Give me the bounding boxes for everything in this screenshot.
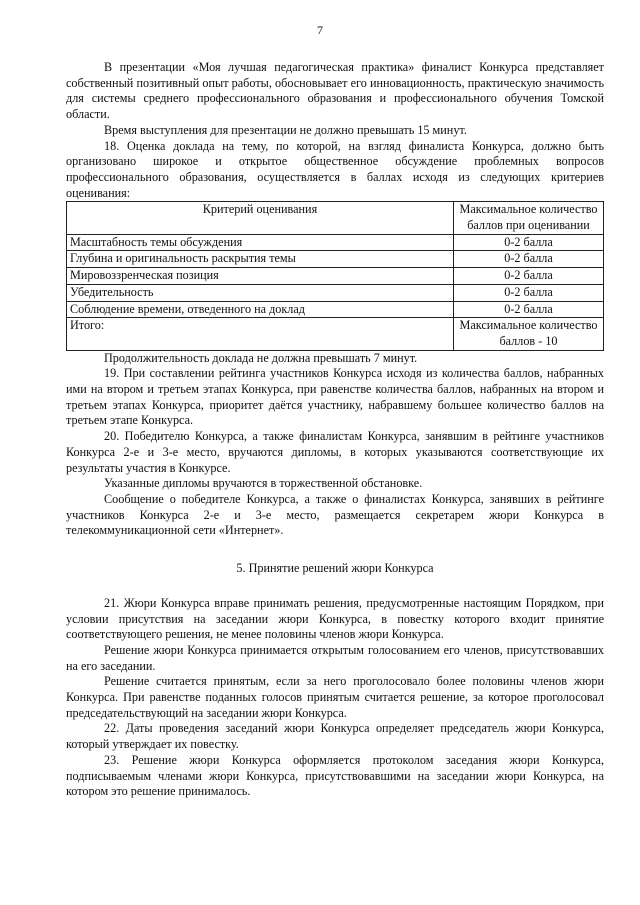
paragraph: Решение считается принятым, если за него проголосовало более половины членов жюри Конкурса. При равенстве поданных голосов принятым считается решение, за которое проголосовал председательствующий на заседании жюри Конкурса.: [66, 674, 604, 720]
criterion-cell: Убедительность: [67, 284, 454, 301]
score-cell: 0-2 балла: [454, 251, 604, 268]
paragraph: Сообщение о победителе Конкурса, а также о финалистах Конкурса, занявших в рейтинге участников Конкурса 2-е и 3-е место, размещается секретарем жюри Конкурса в телекоммуникационной сети «Интернет».: [66, 491, 604, 538]
table-row: [67, 284, 604, 301]
paragraph: Продолжительность доклада не должна превышать 7 минут.: [104, 350, 418, 365]
table-row: [67, 234, 604, 251]
paragraph: 19. При составлении рейтинга участников Конкурса исходя из количества баллов, набранных ими на втором и третьем этапах Конкурса, при равенстве количества баллов, набранных на втором и третьем этапах Конкурса, приоритет даётся участнику, набравшему большее количество баллов на третьем этапе Конкурса.: [66, 366, 604, 428]
table-total-row: [67, 318, 604, 350]
criteria-table: [66, 201, 604, 350]
paragraph: 21. Жюри Конкурса вправе принимать решения, предусмотренные настоящим Порядком, при условии присутствия на заседании жюри Конкурса, в повестку которого входит принятие соответствующего решения, не менее половины членов жюри Конкурса.: [66, 595, 604, 642]
paragraph: 22. Даты проведения заседаний жюри Конкурса определяет председатель жюри Конкурса, который утверждает их повестку.: [66, 721, 604, 752]
paragraph: Время выступления для презентации не должно превышать 15 минут.: [104, 122, 467, 137]
document-body: [66, 60, 604, 800]
header-score: Максимальное количество баллов при оценивании: [454, 202, 604, 234]
total-label: Итого:: [67, 318, 454, 350]
header-criterion: Критерий оценивания: [67, 202, 454, 234]
criterion-cell: Глубина и оригинальность раскрытия темы: [67, 251, 454, 268]
criterion-cell: Соблюдение времени, отведенного на доклад: [67, 301, 454, 318]
paragraph: 23. Решение жюри Конкурса оформляется протоколом заседания жюри Конкурса, подписываемым членами жюри Конкурса, присутствовавшими на заседании жюри Конкурса, на котором это решение принималось.: [66, 752, 604, 799]
score-cell: 0-2 балла: [454, 268, 604, 285]
paragraph: В презентации «Моя лучшая педагогическая практика» финалист Конкурса представляет собственный позитивный опыт работы, обосновывает его инновационность, практическую значимость для системы среднего профессионального образования и профессионального обучения Томской области.: [66, 60, 604, 122]
table-row: [67, 251, 604, 268]
paragraph: Указанные дипломы вручаются в торжественной обстановке.: [104, 476, 423, 491]
criterion-cell: Масштабность темы обсуждения: [67, 234, 454, 251]
paragraph: 20. Победителю Конкурса, а также финалистам Конкурса, занявшим в рейтинге участников Конкурса 2-е и 3-е место, вручаются дипломы, в которых указываются соответствующие их результаты участия в Конкурсе.: [66, 429, 604, 475]
score-cell: 0-2 балла: [454, 284, 604, 301]
section-heading: 5. Принятие решений жюри Конкурса: [236, 561, 434, 576]
score-cell: 0-2 балла: [454, 301, 604, 318]
score-cell: 0-2 балла: [454, 234, 604, 251]
paragraph: 18. Оценка доклада на тему, по которой, на взгляд финалиста Конкурса, должно быть организовано широкое и открытое общественное обсуждение проблемных вопросов профессионального образования, осуществляется в баллах исходя из следующих критериев оценивания:: [66, 138, 604, 200]
page-number: 7: [317, 23, 323, 37]
table-header-row: [67, 202, 604, 234]
table-row: [67, 301, 604, 318]
total-score: Максимальное количество баллов - 10: [454, 318, 604, 350]
paragraph: Решение жюри Конкурса принимается открытым голосованием его членов, присутствовавших на его заседании.: [66, 642, 604, 673]
table-row: [67, 268, 604, 285]
criterion-cell: Мировоззренческая позиция: [67, 268, 454, 285]
